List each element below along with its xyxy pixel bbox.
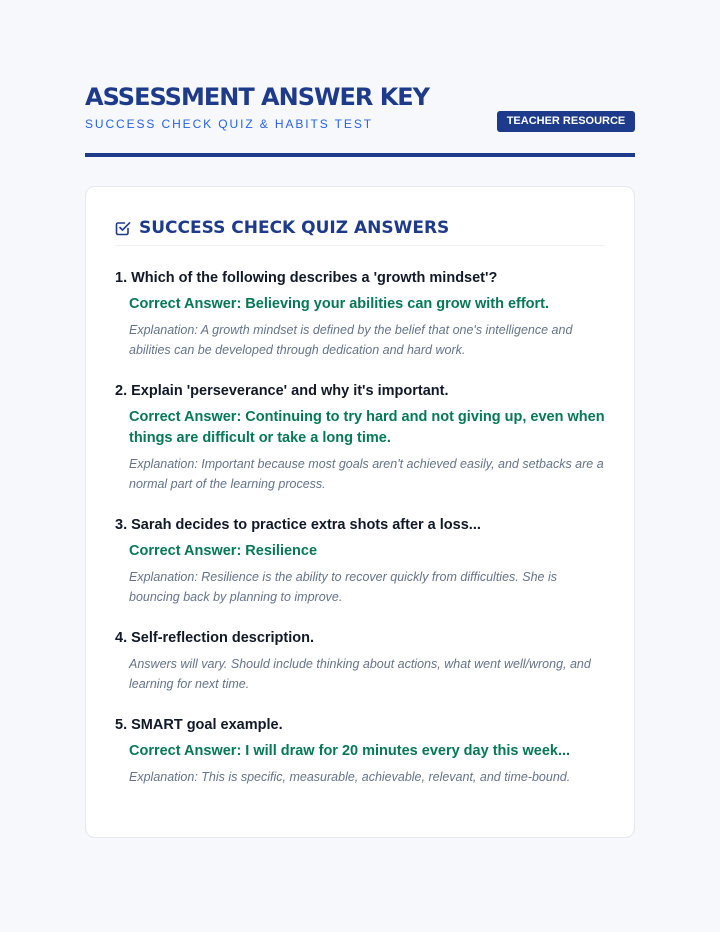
answer-key-page (85, 0, 635, 784)
answer-explanation: Explanation: Resilience is the ability to recover quickly from difficulties. She is bouncing back by planning to improve. (129, 570, 557, 604)
question-item-2 (115, 381, 605, 494)
section-title: SUCCESS CHECK QUIZ ANSWERS (139, 218, 450, 238)
teacher-resource-badge: TEACHER RESOURCE (497, 111, 635, 132)
correct-answer: Correct Answer: I will draw for 20 minutes every day this week... (129, 743, 571, 759)
correct-answer: Correct Answer: Resilience (129, 543, 318, 559)
page-header (85, 0, 635, 157)
question-title: 3. Sarah decides to practice extra shots after a loss... (115, 517, 481, 533)
section-header (115, 215, 605, 246)
question-title: 2. Explain 'perseverance' and why it's important. (115, 383, 449, 399)
answer-explanation: Explanation: This is specific, measurable, achievable, relevant, and time-bound. (129, 770, 571, 784)
correct-answer: Correct Answer: Believing your abilities can grow with effort. (129, 296, 550, 312)
header-divider (85, 153, 635, 157)
correct-answer: Correct Answer: Continuing to try hard and not giving up, even when things are difficult or take a long time. (129, 409, 605, 446)
question-item-5 (115, 715, 605, 787)
question-item-1 (115, 268, 605, 360)
quiz-answers-card (85, 186, 635, 838)
question-list (115, 268, 605, 787)
page-subtitle: SUCCESS CHECK QUIZ & HABITS TEST (85, 117, 373, 131)
question-title: 5. SMART goal example. (115, 717, 283, 733)
page-title: ASSESSMENT ANSWER KEY (85, 83, 430, 111)
answer-explanation: Explanation: A growth mindset is defined by the belief that one's intelligence and abilities can be developed through dedication and hard work. (129, 323, 573, 357)
answer-explanation: Answers will vary. Should include thinking about actions, what went well/wrong, and learning for next time. (129, 657, 591, 691)
checkbox-check-icon (115, 220, 131, 236)
question-item-4 (115, 628, 605, 694)
answer-explanation: Explanation: Important because most goals aren't achieved easily, and setbacks are a normal part of the learning process. (129, 457, 604, 491)
question-item-3 (115, 515, 605, 607)
question-title: 4. Self-reflection description. (115, 630, 315, 646)
question-title: 1. Which of the following describes a 'growth mindset'? (115, 270, 498, 286)
